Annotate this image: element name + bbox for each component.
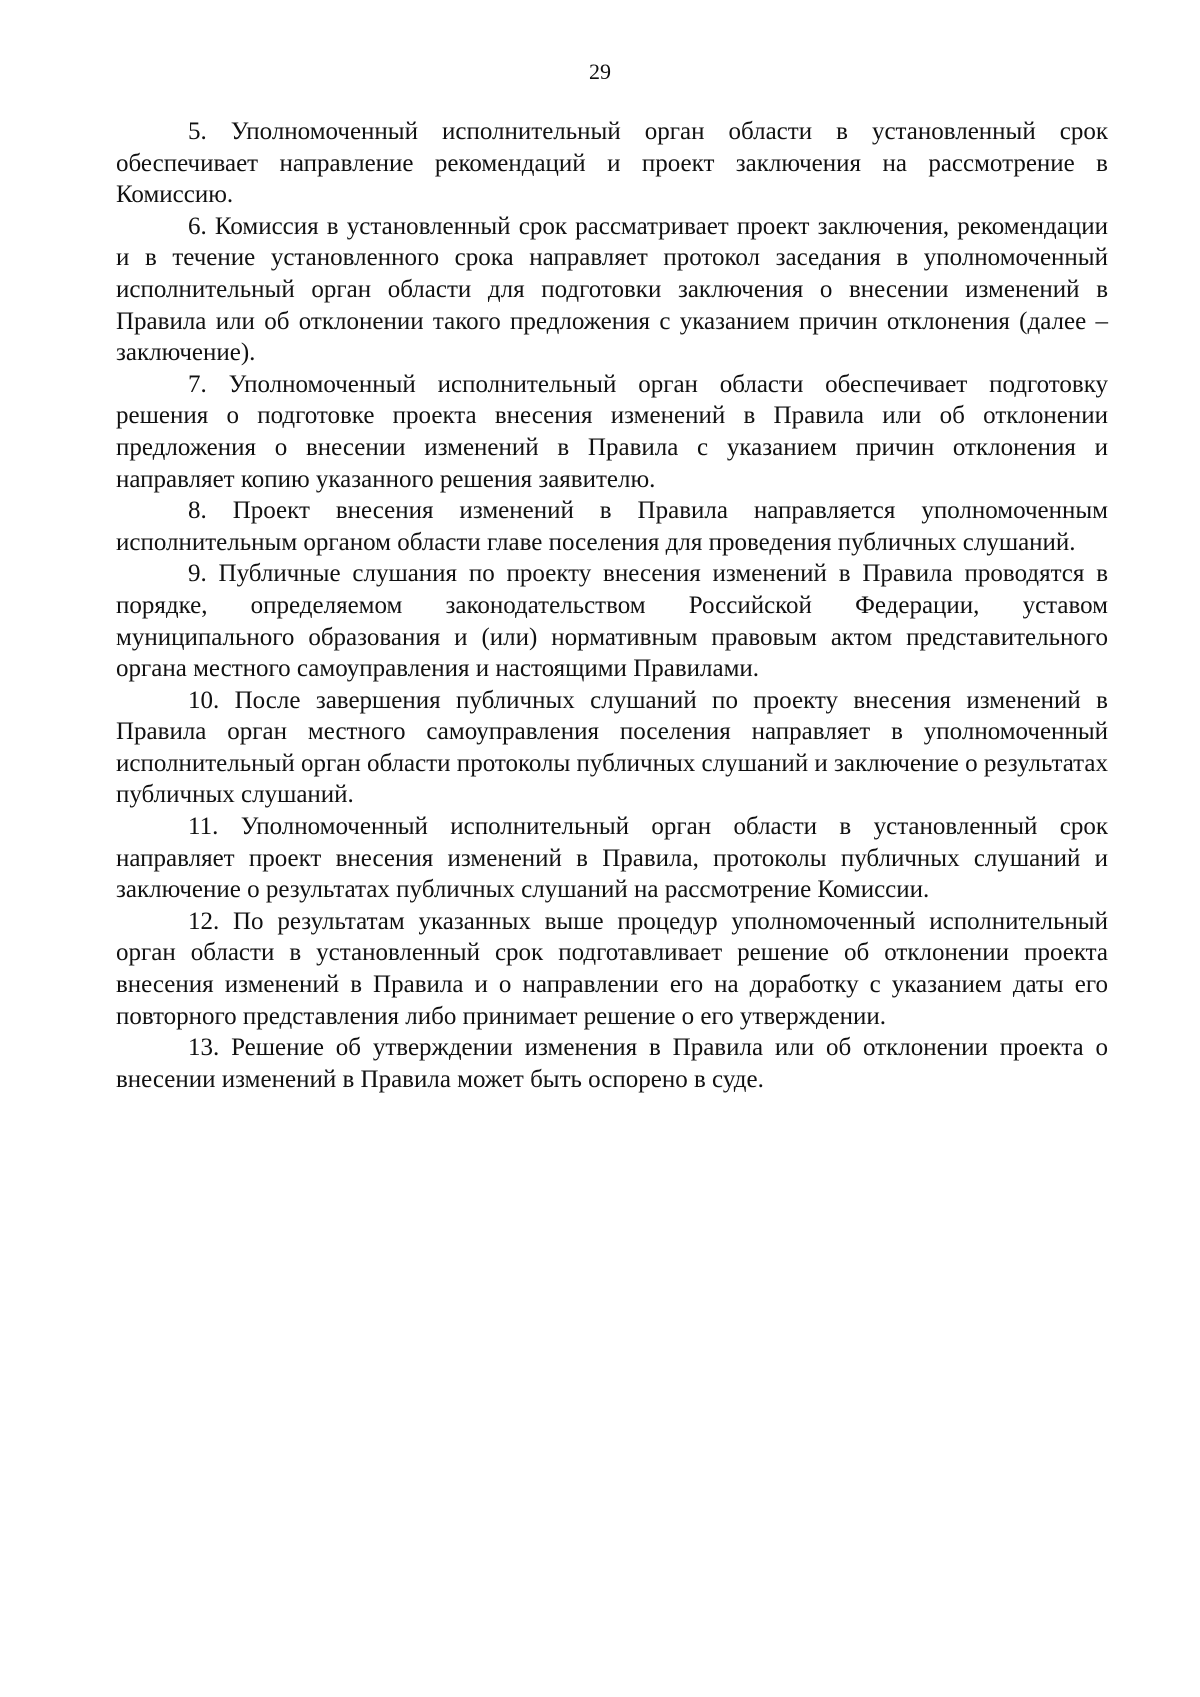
paragraph-12: 12. По результатам указанных выше процедур уполномоченный исполнительный орган области в установленный срок подготавливает решение об отклонении проекта внесения изменений в Правила и о направлении его на доработку с указанием даты его повторного представления либо принимает решение о его утверждении. [116,907,1108,1030]
paragraph-6: 6. Комиссия в установленный срок рассматривает проект заключения, рекомендации и в течение установленного срока направляет протокол заседания в уполномоченный исполнительный орган области для подготовки заключения о внесении изменений в Правила или об отклонении такого предложения с указанием причин отклонения (далее – заключение). [116,212,1108,367]
page-number: 29 [589,59,611,84]
paragraph-9: 9. Публичные слушания по проекту внесения изменений в Правила проводятся в порядке, определяемом законодательством Российской Федерации, уставом муниципального образования и (или) нормативным правовым актом представительного органа местного самоуправления и настоящими Правилами. [116,560,1108,683]
paragraph-7: 7. Уполномоченный исполнительный орган области обеспечивает подготовку решения о подготовке проекта внесения изменений в Правила или об отклонении предложения о внесении изменений в Правила с указанием причин отклонения и направляет копию указанного решения заявителю. [116,370,1108,493]
paragraph-13: 13. Решение об утверждении изменения в Правила или об отклонении проекта о внесении изменений в Правила может быть оспорено в суде. [116,1034,1108,1093]
paragraph-10: 10. После завершения публичных слушаний по проекту внесения изменений в Правила орган местного самоуправления поселения направляет в уполномоченный исполнительный орган области протоколы публичных слушаний и заключение о результатах публичных слушаний. [116,686,1108,809]
paragraph-8: 8. Проект внесения изменений в Правила направляется уполномоченным исполнительным органом области главе поселения для проведения публичных слушаний. [116,497,1108,556]
paragraph-11: 11. Уполномоченный исполнительный орган области в установленный срок направляет проект внесения изменений в Правила, протоколы публичных слушаний и заключение о результатах публичных слушаний на рассмотрение Комиссии. [116,813,1108,904]
document-body [116,116,1108,1095]
paragraph-5: 5. Уполномоченный исполнительный орган области в установленный срок обеспечивает направление рекомендаций и проект заключения на рассмотрение в Комиссию. [116,118,1108,209]
